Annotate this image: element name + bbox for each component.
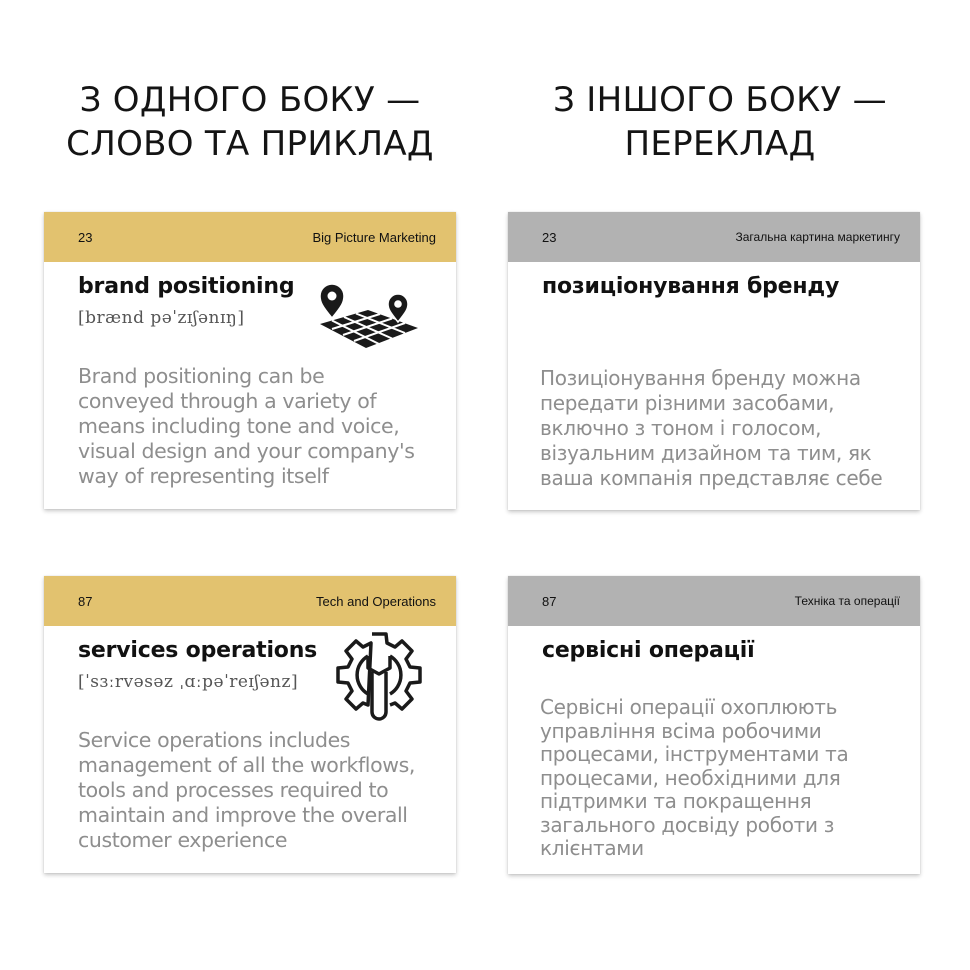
example-line: way of representing itself — [78, 464, 329, 488]
card-term: сервісні операції — [542, 638, 755, 663]
example-line: conveyed through a variety of — [78, 389, 377, 413]
example-line: means including tone and voice, — [78, 414, 400, 438]
card-term: services operations — [78, 638, 318, 663]
example-line: процесами, інструментами та — [540, 742, 849, 766]
card-pronunciation: [brænd pəˈzɪʃənɪŋ] — [78, 308, 245, 328]
example-line: візуальним дизайном та тим, як — [540, 441, 872, 465]
example-line: visual design and your company's — [78, 439, 415, 463]
heading-line: З ОДНОГО БОКУ — — [79, 80, 421, 120]
left-column-heading — [30, 78, 470, 166]
card-example — [540, 366, 915, 491]
example-line: maintain and improve the overall — [78, 803, 408, 827]
example-line: Позиціонування бренду можна — [540, 366, 861, 390]
card-number: 23 — [78, 230, 93, 245]
card-header-band — [508, 576, 920, 626]
map-pins-icon — [306, 282, 422, 352]
example-line: процесами, необхідними для — [540, 765, 841, 790]
card-term: brand positioning — [78, 274, 295, 299]
card-term: позиціонування бренду — [542, 274, 840, 299]
example-line: передати різними засобами, — [540, 391, 835, 415]
card-example — [78, 364, 453, 489]
example-line: клієнтами — [540, 836, 644, 860]
card-category: Техніка та операції — [794, 594, 900, 608]
example-line: Brand positioning can be — [78, 364, 325, 388]
example-line: включно з тоном і голосом, — [540, 416, 822, 440]
example-line: Service operations includes — [78, 728, 351, 752]
example-line: управління всіма робочими — [540, 718, 822, 743]
example-line: ваша компанія представляє себе — [540, 466, 883, 490]
card-example — [78, 728, 453, 853]
right-column-heading — [500, 78, 940, 166]
example-line: tools and processes required to — [78, 778, 389, 802]
flashcard-back-brand-positioning — [508, 212, 920, 510]
card-category: Загальна картина маркетингу — [735, 230, 900, 244]
example-line: підтримки та покращення — [540, 789, 812, 813]
example-line: загального досвіду роботи з — [540, 812, 835, 837]
card-pronunciation: [ˈsɜːrvəsəz ˌɑːpəˈreɪʃənz] — [78, 672, 299, 692]
gear-wrench-icon — [332, 628, 426, 724]
card-number: 87 — [542, 594, 557, 609]
card-header-band — [44, 576, 456, 626]
heading-line: СЛОВО ТА ПРИКЛАД — [66, 124, 434, 164]
card-number: 87 — [78, 594, 93, 609]
flashcard-front-services-operations — [44, 576, 456, 873]
card-category: Tech and Operations — [316, 594, 436, 609]
example-line: Сервісні операції охоплюють — [540, 695, 838, 719]
example-line: customer experience — [78, 828, 288, 852]
card-category: Big Picture Marketing — [312, 230, 436, 245]
flashcard-front-brand-positioning — [44, 212, 456, 509]
flashcard-back-services-operations — [508, 576, 920, 874]
heading-line: З ІНШОГО БОКУ — — [553, 80, 887, 120]
card-header-band — [508, 212, 920, 262]
heading-line: ПЕРЕКЛАД — [624, 124, 816, 164]
example-line: management of all the workflows, — [78, 753, 415, 777]
card-number: 23 — [542, 230, 557, 245]
card-example — [540, 696, 915, 861]
card-header-band — [44, 212, 456, 262]
